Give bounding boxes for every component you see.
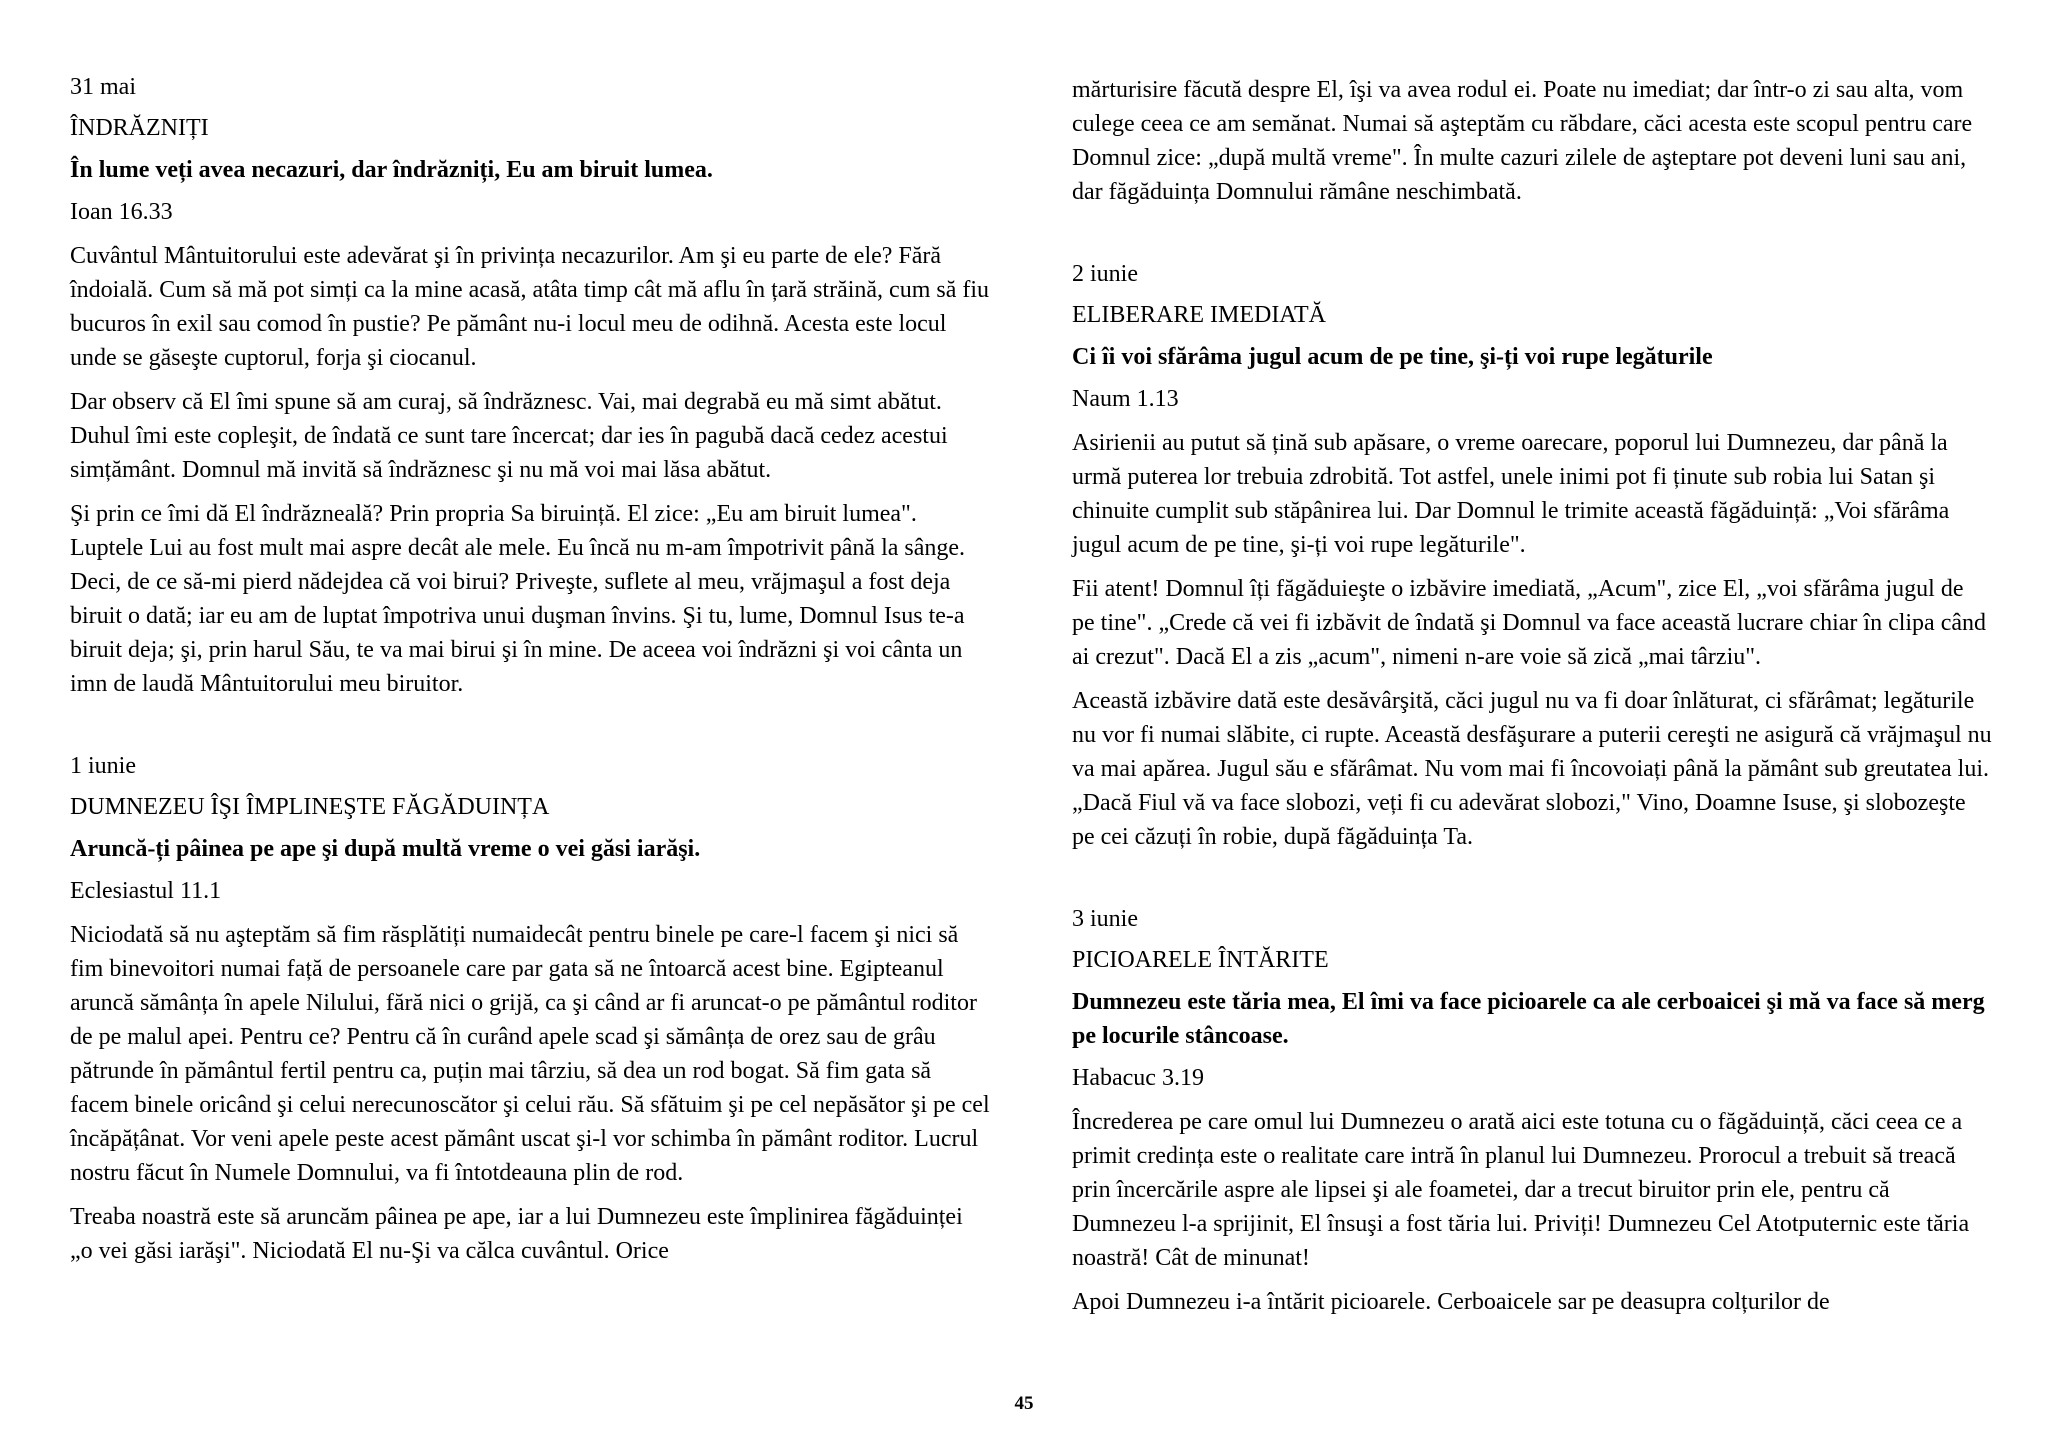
entry-reference: Ioan 16.33 <box>70 199 173 225</box>
left-column <box>70 70 990 1316</box>
entry-verse: Dumnezeu este tăria mea, El îmi va face picioarele ca ale cerboaicei şi mă va face să merg pe locurile stâncoase. <box>1072 989 1985 1049</box>
entry-verse: În lume veți avea necazuri, dar îndrăzniți, Eu am biruit lumea. <box>70 157 713 183</box>
entry-paragraph: Fii atent! Domnul îți făgăduieşte o izbăvire imediată, „Acum", zice El, „voi sfărâma jugul de pe tine". „Crede că vei fi izbăvit de îndată şi Domnul va face această lucrare chiar în clipa când ai crezut". Dacă El a zis „acum", nimeni n-are voie să zică „mai târziu". <box>1072 576 1987 670</box>
entry-reference: Eclesiastul 11.1 <box>70 878 222 904</box>
devotional-entry-3-iunie <box>1072 902 1992 1319</box>
entry-date: 31 mai <box>70 74 136 100</box>
continued-paragraph: mărturisire făcută despre El, îşi va avea rodul ei. Poate nu imediat; dar într-o zi sau alta, vom culege ceea ce am semănat. Numai să aşteptăm cu răbdare, căci acesta este scopul pentru care Domnul zice: „după multă vreme". În multe cazuri zilele de aşteptare pot deveni luni sau ani, dar făgăduința Domnului rămâne neschimbată. <box>1072 77 1973 205</box>
devotional-entry-2-iunie <box>1072 257 1992 854</box>
entry-verse: Ci îi voi sfărâma jugul acum de pe tine, şi-ți voi rupe legăturile <box>1072 344 1713 370</box>
entry-paragraph: Cuvântul Mântuitorului este adevărat şi în privința necazurilor. Am şi eu parte de ele? Fără îndoială. Cum să mă pot simți ca la mine acasă, atâta timp cât mă aflu în țară străină, cum să fiu bucuros în exil sau comod în pustie? Pe pământ nu-i locul meu de odihnă. Acesta este locul unde se găseşte cuptorul, forja şi ciocanul. <box>70 243 990 371</box>
entry-title: ÎNDRĂZNIȚI <box>70 115 209 141</box>
entry-paragraph: Asirienii au putut să țină sub apăsare, o vreme oarecare, poporul lui Dumnezeu, dar până la urmă puterea lor trebuia zdrobită. Tot astfel, unele inimi pot fi ținute sub robia lui Satan şi chinuite cumplit sub stăpânirea lui. Dar Domnul le trimite această făgăduință: „Voi sfărâma jugul acum de pe tine, şi-ți voi rupe legăturile". <box>1072 430 1950 558</box>
entry-paragraph: Această izbăvire dată este desăvârşită, căci jugul nu va fi doar înlăturat, ci sfărâmat; legăturile nu vor fi numai slăbite, ci rupte. Această desfăşurare a puterii cereşti ne asigură că vrăjmaşul nu va mai apărea. Jugul său e sfărâmat. Nu vom mai fi încovoiați până la pământ sub greutatea lui. „Dacă Fiul vă va face slobozi, veți fi cu adevărat slobozi," Vino, Doamne Isuse, şi slobozeşte pe cei căzuți în robie, după făgăduința Ta. <box>1072 688 1992 850</box>
entry-date: 3 iunie <box>1072 906 1138 932</box>
devotional-entry-31-mai <box>70 70 990 701</box>
page-number: 45 <box>1014 1393 1034 1414</box>
entry-title: PICIOARELE ÎNTĂRITE <box>1072 947 1329 973</box>
entry-paragraph: Apoi Dumnezeu i-a întărit picioarele. Cerboaicele sar pe deasupra colțurilor de <box>1072 1289 1830 1315</box>
devotional-entry-1-iunie <box>70 749 990 1268</box>
entry-paragraph: Dar observ că El îmi spune să am curaj, să îndrăznesc. Vai, mai degrabă eu mă simt abătut. Duhul îmi este copleşit, de îndată ce sunt tare încercat; dar ies în pagubă dacă cedez acestui simțământ. Domnul mă invită să îndrăznesc şi nu mă voi mai lăsa abătut. <box>70 389 948 483</box>
entry-verse: Aruncă-ți pâinea pe ape şi după multă vreme o vei găsi iarăşi. <box>70 836 701 862</box>
entry-paragraph: Niciodată să nu aşteptăm să fim răsplătiți numaidecât pentru binele pe care-l facem şi nici să fim binevoitori numai față de persoanele care par gata să ne întoarcă acest bine. Egipteanul aruncă sămânța în apele Nilului, fără nici o grijă, ca şi când ar fi aruncat-o pe pământul roditor de pe malul apei. Pentru ce? Pentru că în curând apele scad şi sămânța de orez sau de grâu pătrunde în pământul fertil pentru ca, puțin mai târziu, să dea un rod bogat. Să fim gata să facem binele oricând şi celui nerecunoscător şi celui rău. Să sfătuim şi pe cel nepăsător şi pe cel încăpățânat. Vor veni apele peste acest pământ uscat şi-l vor schimba în pământ roditor. Lucrul nostru făcut în Numele Domnului, va fi întotdeauna plin de rod. <box>70 922 990 1186</box>
entry-date: 1 iunie <box>70 753 136 779</box>
entry-title: ELIBERARE IMEDIATĂ <box>1072 302 1326 328</box>
entry-paragraph: Treaba noastră este să aruncăm pâinea pe ape, iar a lui Dumnezeu este împlinirea făgăduinței „o vei găsi iarăşi". Niciodată El nu-Şi va călca cuvântul. Orice <box>70 1204 963 1264</box>
entry-date: 2 iunie <box>1072 261 1138 287</box>
entry-paragraph: Încrederea pe care omul lui Dumnezeu o arată aici este totuna cu o făgăduință, căci ceea ce a primit credința este o realitate care intră în planul lui Dumnezeu. Prorocul a trebuit să treacă prin încercările aspre ale lipsei şi ale foametei, dar a trecut biruitor prin ele, pentru că Dumnezeu l-a sprijinit, El însuşi a fost tăria lui. Priviți! Dumnezeu Cel Atotputernic este tăria noastră! Cât de minunat! <box>1072 1109 1970 1271</box>
entry-reference: Naum 1.13 <box>1072 386 1179 412</box>
entry-title: DUMNEZEU ÎŞI ÎMPLINEŞTE FĂGĂDUINȚA <box>70 794 550 820</box>
continuation-text-block <box>1072 73 1992 209</box>
right-column <box>1072 73 1992 1367</box>
entry-paragraph: Şi prin ce îmi dă El îndrăzneală? Prin propria Sa biruință. El zice: „Eu am biruit lumea". Luptele Lui au fost mult mai aspre decât ale mele. Eu încă nu m-am împotrivit până la sânge. Deci, de ce să-mi pierd nădejdea că voi birui? Priveşte, suflete al meu, vrăjmaşul a fost deja biruit o dată; iar eu am de luptat împotriva unui duşman învins. Şi tu, lume, Domnul Isus te-a biruit deja; şi, prin harul Său, te va mai birui şi în mine. De aceea voi îndrăzni şi voi cânta un imn de laudă Mântuitorului meu biruitor. <box>70 501 966 697</box>
entry-reference: Habacuc 3.19 <box>1072 1065 1204 1091</box>
